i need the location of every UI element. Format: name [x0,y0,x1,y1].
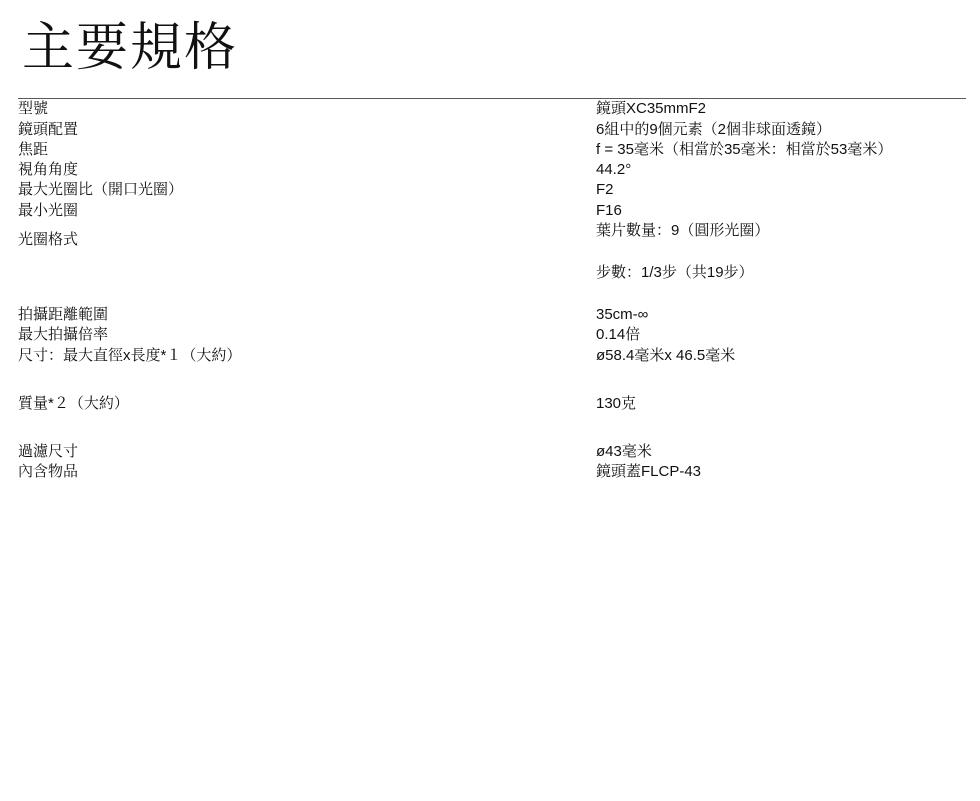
spec-label: 鏡頭配置 [18,120,79,138]
table-row [18,346,966,394]
table-row [18,99,966,120]
table-row [18,201,966,221]
spec-label: 視角角度 [18,161,79,179]
spec-label: 拍攝距離範圍 [18,306,109,324]
table-row [18,394,966,442]
spec-label: 最大拍攝倍率 [18,326,109,344]
spec-value: F16 [596,201,622,219]
spec-label: 質量*２（大約） [18,394,129,412]
table-row [18,325,966,345]
spec-label: 過濾尺寸 [18,443,79,461]
spec-label: 最大光圈比（開口光圈） [18,181,184,199]
spec-label: 內含物品 [18,463,79,481]
spec-value: 步數：1/3步（共19步） [596,264,754,282]
table-row [18,221,966,263]
page-title: 主要規格 [22,20,239,77]
spec-value: 130克 [596,394,637,412]
table-row [18,462,966,482]
spec-value: ø58.4毫米x 46.5毫米 [596,346,736,364]
spec-label: 光圈格式 [18,230,79,248]
table-row [18,305,966,325]
spec-label: 型號 [18,99,596,120]
table-row [18,140,966,160]
spec-value: 葉片數量：9（圓形光圈） [596,221,770,239]
table-row [18,120,966,140]
spec-value: 鏡頭蓋FLCP-43 [596,463,702,481]
table-row [18,160,966,180]
spec-value: f = 35毫米（相當於35毫米：相當於53毫米） [596,140,893,158]
table-row [18,180,966,200]
specifications-table-body [18,99,966,483]
spec-value: ø43毫米 [596,443,652,461]
spec-value: 35cm-∞ [596,306,649,324]
spec-label: 焦距 [18,140,49,158]
spec-value: 鏡頭XC35mmF2 [596,99,966,120]
spec-label: 最小光圈 [18,201,79,219]
specifications-table [18,98,966,482]
spec-label: 尺寸：最大直徑x長度*１（大約） [18,346,242,364]
spec-value: 0.14倍 [596,326,641,344]
spec-value: 44.2° [596,161,632,179]
spec-value: 6組中的9個元素（2個非球面透鏡） [596,120,832,138]
spec-value: F2 [596,181,614,199]
table-row [18,442,966,462]
